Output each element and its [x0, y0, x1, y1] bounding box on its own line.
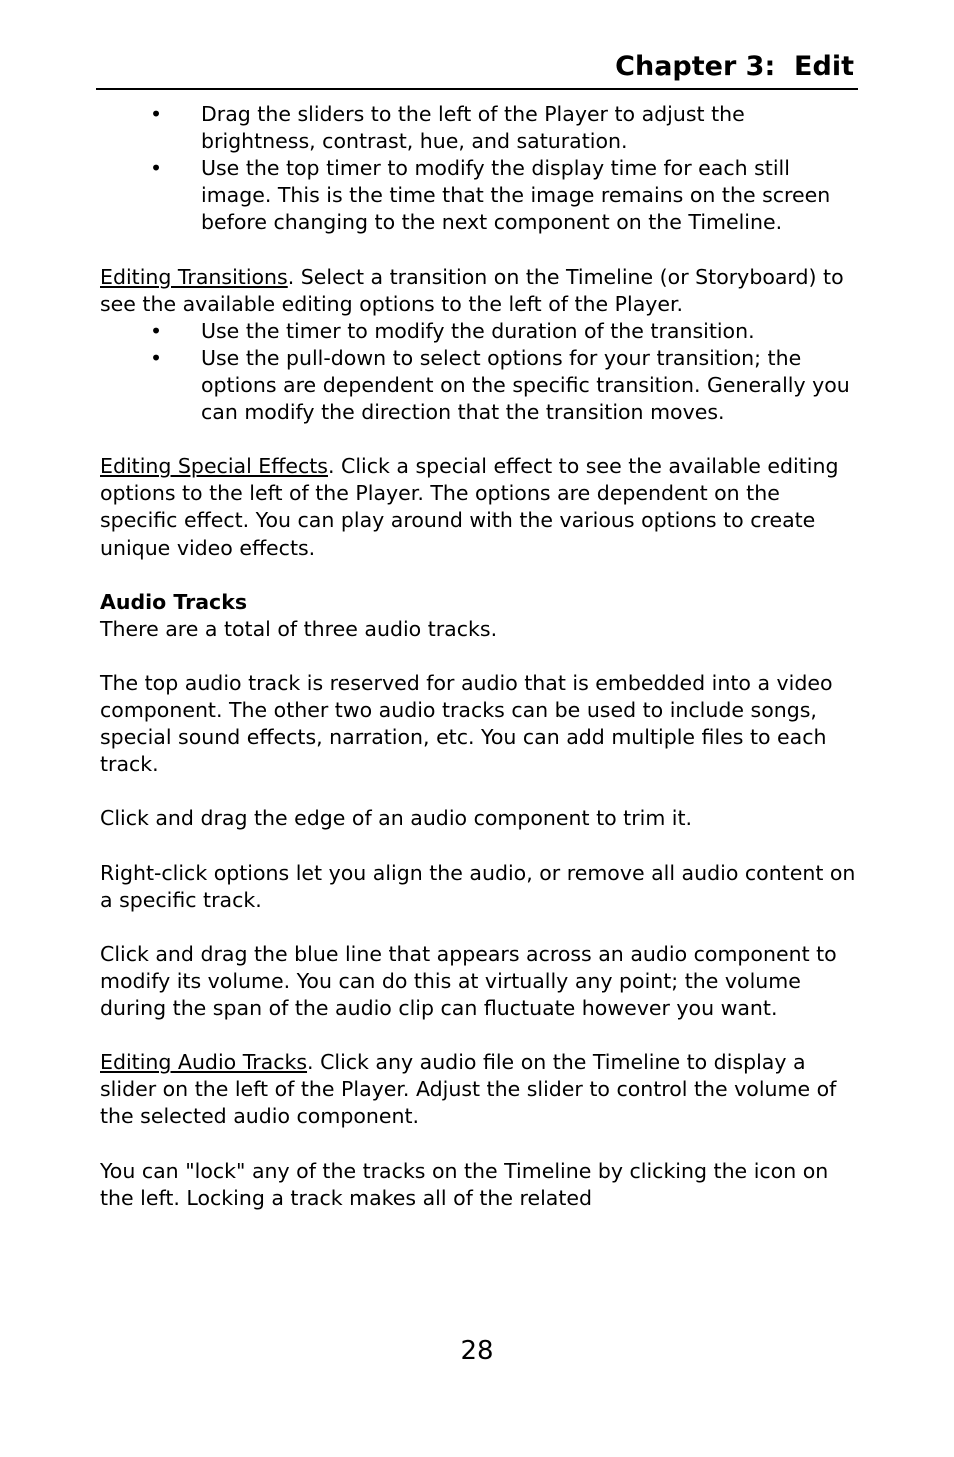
chapter-title: Chapter 3: Edit: [615, 51, 854, 82]
special-effects-paragraph: [100, 453, 860, 561]
audio-paragraph: Click and drag the edge of an audio component to trim it.: [100, 806, 693, 831]
audio-paragraph: Click and drag the blue line that appears across an audio component to modify its volume. You can do this at virtually any point; the volume during the span of the audio clip can fluctuate however you want.: [100, 941, 837, 1021]
page-content: [100, 101, 860, 1212]
lock-paragraph: You can "lock" any of the tracks on the Timeline by clicking the icon on the left. Locking a track makes all of the related: [100, 1158, 829, 1210]
audio-intro: There are a total of three audio tracks.: [100, 616, 498, 641]
list-item: • Use the top timer to modify the display time for each still image. This is the time that the image remains on the screen before changing to the next component on the Timeline.: [100, 155, 860, 236]
page-header: [96, 50, 858, 90]
transitions-bullet-list: [100, 318, 860, 426]
editing-audio-text: . Click any audio file on the Timeline to display a slider on the left of the Player. Adjust the slider to control the volume of the selected audio component.: [100, 1050, 837, 1129]
editing-audio-paragraph: [100, 1049, 860, 1130]
audio-paragraph: The top audio track is reserved for audio that is embedded into a video component. The other two audio tracks can be used to include songs, special sound effects, narration, etc. You can add multiple files to each track.: [100, 670, 833, 777]
page-number: 28: [460, 1336, 494, 1366]
transitions-text: . Select a transition on the Timeline (or Storyboard) to see the available editing options to the left of the Player.: [100, 264, 844, 316]
special-effects-text: . Click a special effect to see the available editing options to the left of the Player. The options are dependent on the specific effect. You can play around with the various options to create unique video effects.: [100, 454, 839, 560]
list-item: • Use the pull-down to select options for your transition; the options are dependent on the specific transition. Generally you can modify the direction that the transition moves.: [100, 345, 860, 426]
transitions-label: Editing Transitions: [100, 264, 288, 289]
list-item: • Use the timer to modify the duration of the transition.: [100, 318, 860, 345]
intro-bullet-list: [100, 101, 860, 236]
audio-section: [100, 589, 860, 643]
special-effects-label: Editing Special Effects: [100, 454, 328, 479]
audio-heading: Audio Tracks: [100, 589, 248, 614]
list-item: • Drag the sliders to the left of the Player to adjust the brightness, contrast, hue, and saturation.: [100, 101, 860, 155]
audio-paragraph: Right-click options let you align the audio, or remove all audio content on a specific track.: [100, 860, 856, 912]
transitions-paragraph: [100, 264, 860, 318]
editing-audio-label: Editing Audio Tracks: [100, 1050, 308, 1075]
